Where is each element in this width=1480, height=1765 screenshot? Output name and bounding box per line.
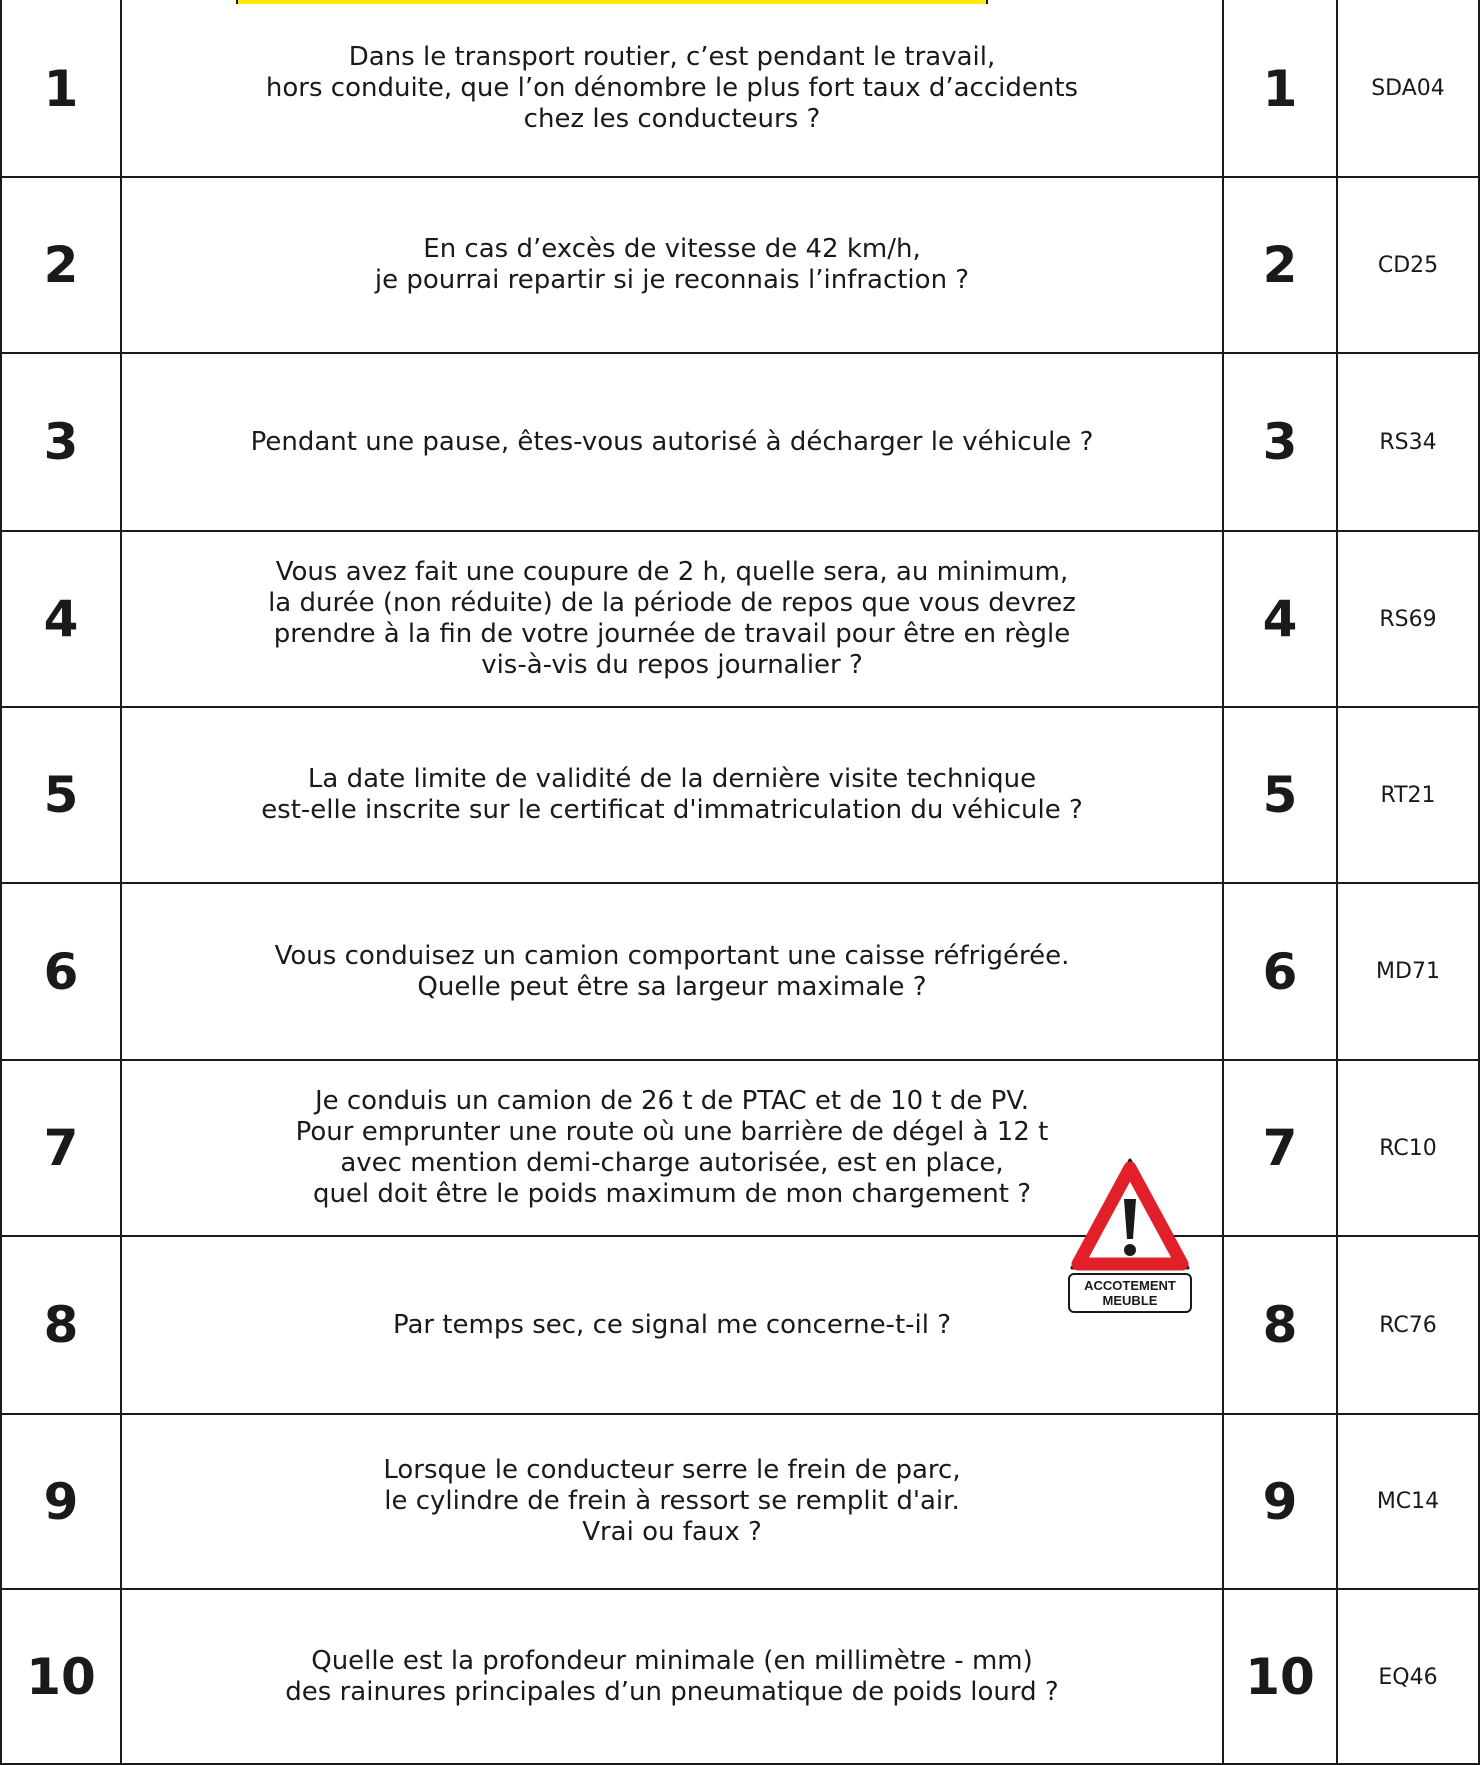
answer-number: 10 — [1245, 1648, 1315, 1706]
question-row — [0, 707, 1480, 883]
question-number: 8 — [43, 1296, 79, 1354]
question-row — [0, 353, 1480, 531]
question-row — [0, 531, 1480, 707]
question-number: 7 — [43, 1119, 79, 1177]
question-code: RS34 — [1379, 429, 1437, 455]
question-code: RS69 — [1379, 606, 1437, 632]
sign-text-plate — [1068, 1273, 1192, 1313]
row-divider — [0, 882, 1480, 884]
answer-number: 1 — [1262, 59, 1298, 118]
question-row — [0, 1414, 1480, 1589]
row-divider — [0, 352, 1480, 354]
answer-number: 8 — [1262, 1296, 1298, 1354]
question-number: 3 — [43, 413, 79, 471]
row-divider — [0, 530, 1480, 532]
question-number: 6 — [43, 942, 79, 1001]
row-divider — [0, 1235, 1480, 1237]
question-row — [0, 883, 1480, 1060]
question-row — [0, 1236, 1480, 1414]
question-code: CD25 — [1377, 252, 1439, 278]
question-text: Pendant une pause, êtes-vous autorisé à décharger le véhicule ? — [250, 426, 1094, 457]
question-text: Vous avez fait une coupure de 2 h, quelle sera, au minimum, la durée (non réduite) de la période de repos que vous devrez prendre à la fin de votre journée de travail pour être en règle vis-à-vis du repos journalier ? — [268, 557, 1076, 680]
question-code: SDA04 — [1371, 76, 1445, 101]
question-text: En cas d’excès de vitesse de 42 km/h, je pourrai repartir si je reconnais l’infraction ? — [374, 234, 970, 295]
row-divider — [0, 706, 1480, 708]
question-text: Je conduis un camion de 26 t de PTAC et de 10 t de PV. Pour emprunter une route où une barrière de dégel à 12 t avec mention demi-charge autorisée, est en place, quel doit être le poids maximum de mon chargement ? — [295, 1086, 1049, 1209]
answer-number: 5 — [1262, 766, 1298, 824]
question-row — [0, 177, 1480, 353]
question-number: 9 — [43, 1472, 79, 1531]
question-text: Par temps sec, ce signal me concerne-t-il ? — [392, 1309, 952, 1340]
question-text: Vous conduisez un camion comportant une caisse réfrigérée. Quelle peut être sa largeur maximale ? — [274, 940, 1070, 1002]
question-row — [0, 1060, 1480, 1236]
row-divider — [0, 176, 1480, 178]
question-text: Lorsque le conducteur serre le frein de parc, le cylindre de frein à ressort se remplit d'air. Vrai ou faux ? — [383, 1455, 961, 1547]
question-text: Quelle est la profondeur minimale (en millimètre - mm) des rainures principales d’un pneumatique de poids lourd ? — [285, 1646, 1059, 1707]
question-row — [0, 0, 1480, 177]
row-divider — [0, 1059, 1480, 1061]
question-number: 2 — [43, 236, 79, 294]
sign-text-line1: ACCOTEMENT — [1084, 1278, 1176, 1293]
question-number: 10 — [26, 1648, 96, 1706]
question-code: MC14 — [1376, 1489, 1440, 1514]
question-text: Dans le transport routier, c’est pendant le travail, hors conduite, que l’on dénombre le plus fort taux d’accidents chez les conducteurs ? — [265, 42, 1079, 134]
answer-number: 7 — [1262, 1119, 1298, 1177]
question-code: EQ46 — [1378, 1664, 1438, 1690]
question-number: 1 — [43, 59, 79, 118]
answer-number: 4 — [1262, 590, 1298, 648]
row-divider — [0, 1413, 1480, 1415]
question-row — [0, 1589, 1480, 1765]
answer-number: 6 — [1262, 942, 1298, 1001]
answer-number: 3 — [1262, 413, 1298, 471]
row-divider — [0, 1588, 1480, 1590]
question-code: RC76 — [1379, 1312, 1437, 1338]
question-code: RC10 — [1379, 1135, 1437, 1161]
sign-text-line2: MEUBLE — [1102, 1293, 1158, 1308]
question-number: 4 — [43, 590, 79, 648]
question-code: RT21 — [1380, 782, 1436, 808]
question-code: MD71 — [1376, 959, 1440, 984]
question-number: 5 — [43, 766, 79, 824]
answer-number: 2 — [1262, 236, 1298, 294]
answer-number: 9 — [1262, 1472, 1298, 1531]
question-text: La date limite de validité de la dernière visite technique est-elle inscrite sur le certificat d'immatriculation du véhicule ? — [261, 764, 1083, 825]
